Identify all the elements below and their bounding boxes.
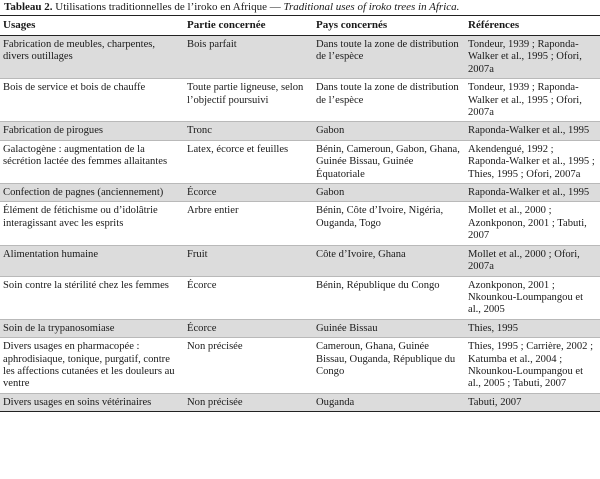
cell-refs: Thies, 1995 ; Carrière, 2002 ; Katumba et al., 2004 ; Nkounkou-Loumpangou et al., 2005 ; Tabuti, 2007 — [465, 338, 600, 394]
header-row — [0, 16, 600, 36]
cell-usage: Alimentation humaine — [0, 245, 184, 276]
table-row — [0, 36, 600, 79]
cell-refs: Azonkponon, 2001 ; Nkounkou-Loumpangou et al., 2005 — [465, 276, 600, 319]
cell-refs: Raponda-Walker et al., 1995 — [465, 184, 600, 202]
cell-pays: Bénin, Cameroun, Gabon, Ghana, Guinée Bissau, Guinée Équatoriale — [313, 140, 465, 183]
cell-pays: Dans toute la zone de distribution de l’espèce — [313, 36, 465, 79]
cell-partie: Écorce — [184, 276, 313, 319]
table-row — [0, 79, 600, 122]
cell-usage: Soin de la trypanosomiase — [0, 319, 184, 337]
cell-partie: Écorce — [184, 319, 313, 337]
cell-partie: Fruit — [184, 245, 313, 276]
caption-label: Tableau 2. — [4, 1, 53, 13]
cell-usage: Soin contre la stérilité chez les femmes — [0, 276, 184, 319]
table-header — [0, 16, 600, 36]
cell-usage: Fabrication de meubles, charpentes, divers outillages — [0, 36, 184, 79]
cell-refs: Akendengué, 1992 ; Raponda-Walker et al., 1995 ; Thies, 1995 ; Ofori, 2007a — [465, 140, 600, 183]
header-usages: Usages — [0, 16, 184, 36]
cell-usage: Élément de fétichisme ou d’idolâtrie interagissant avec les esprits — [0, 202, 184, 245]
table-row — [0, 276, 600, 319]
table-row — [0, 319, 600, 337]
cell-partie: Latex, écorce et feuilles — [184, 140, 313, 183]
caption-french: Utilisations traditionnelles de l’iroko en Afrique — — [52, 1, 284, 13]
cell-usage: Galactogène : augmentation de la sécrétion lactée des femmes allaitantes — [0, 140, 184, 183]
table-row — [0, 122, 600, 140]
cell-refs: Tabuti, 2007 — [465, 393, 600, 411]
cell-pays: Gabon — [313, 122, 465, 140]
cell-pays: Côte d’Ivoire, Ghana — [313, 245, 465, 276]
header-partie: Partie concernée — [184, 16, 313, 36]
caption-english: Traditional uses of iroko trees in Africa. — [283, 1, 460, 13]
cell-pays: Cameroun, Ghana, Guinée Bissau, Ouganda, République du Congo — [313, 338, 465, 394]
cell-refs: Tondeur, 1939 ; Raponda-Walker et al., 1995 ; Ofori, 2007a — [465, 36, 600, 79]
cell-usage: Bois de service et bois de chauffe — [0, 79, 184, 122]
cell-partie: Arbre entier — [184, 202, 313, 245]
cell-refs: Mollet et al., 2000 ; Ofori, 2007a — [465, 245, 600, 276]
uses-table — [0, 15, 600, 412]
table-row — [0, 140, 600, 183]
header-references: Références — [465, 16, 600, 36]
cell-usage: Fabrication de pirogues — [0, 122, 184, 140]
table-row — [0, 202, 600, 245]
cell-pays: Bénin, Côte d’Ivoire, Nigéria, Ouganda, Togo — [313, 202, 465, 245]
cell-refs: Tondeur, 1939 ; Raponda-Walker et al., 1995 ; Ofori, 2007a — [465, 79, 600, 122]
cell-pays: Dans toute la zone de distribution de l’espèce — [313, 79, 465, 122]
cell-pays: Gabon — [313, 184, 465, 202]
cell-usage: Divers usages en soins vétérinaires — [0, 393, 184, 411]
cell-pays: Ouganda — [313, 393, 465, 411]
cell-usage: Confection de pagnes (anciennement) — [0, 184, 184, 202]
cell-refs: Mollet et al., 2000 ; Azonkponon, 2001 ; Tabuti, 2007 — [465, 202, 600, 245]
table-row — [0, 245, 600, 276]
table-caption — [4, 1, 459, 14]
cell-partie: Tronc — [184, 122, 313, 140]
cell-refs: Thies, 1995 — [465, 319, 600, 337]
cell-usage: Divers usages en pharmacopée : aphrodisiaque, tonique, purgatif, contre les affections cutanées et les douleurs au ventre — [0, 338, 184, 394]
cell-partie: Bois parfait — [184, 36, 313, 79]
cell-partie: Toute partie ligneuse, selon l’objectif poursuivi — [184, 79, 313, 122]
cell-pays: Bénin, République du Congo — [313, 276, 465, 319]
cell-partie: Non précisée — [184, 393, 313, 411]
table-row — [0, 393, 600, 411]
table-body — [0, 36, 600, 412]
cell-refs: Raponda-Walker et al., 1995 — [465, 122, 600, 140]
table-row — [0, 338, 600, 394]
table-row — [0, 184, 600, 202]
header-pays: Pays concernés — [313, 16, 465, 36]
cell-pays: Guinée Bissau — [313, 319, 465, 337]
cell-partie: Écorce — [184, 184, 313, 202]
cell-partie: Non précisée — [184, 338, 313, 394]
